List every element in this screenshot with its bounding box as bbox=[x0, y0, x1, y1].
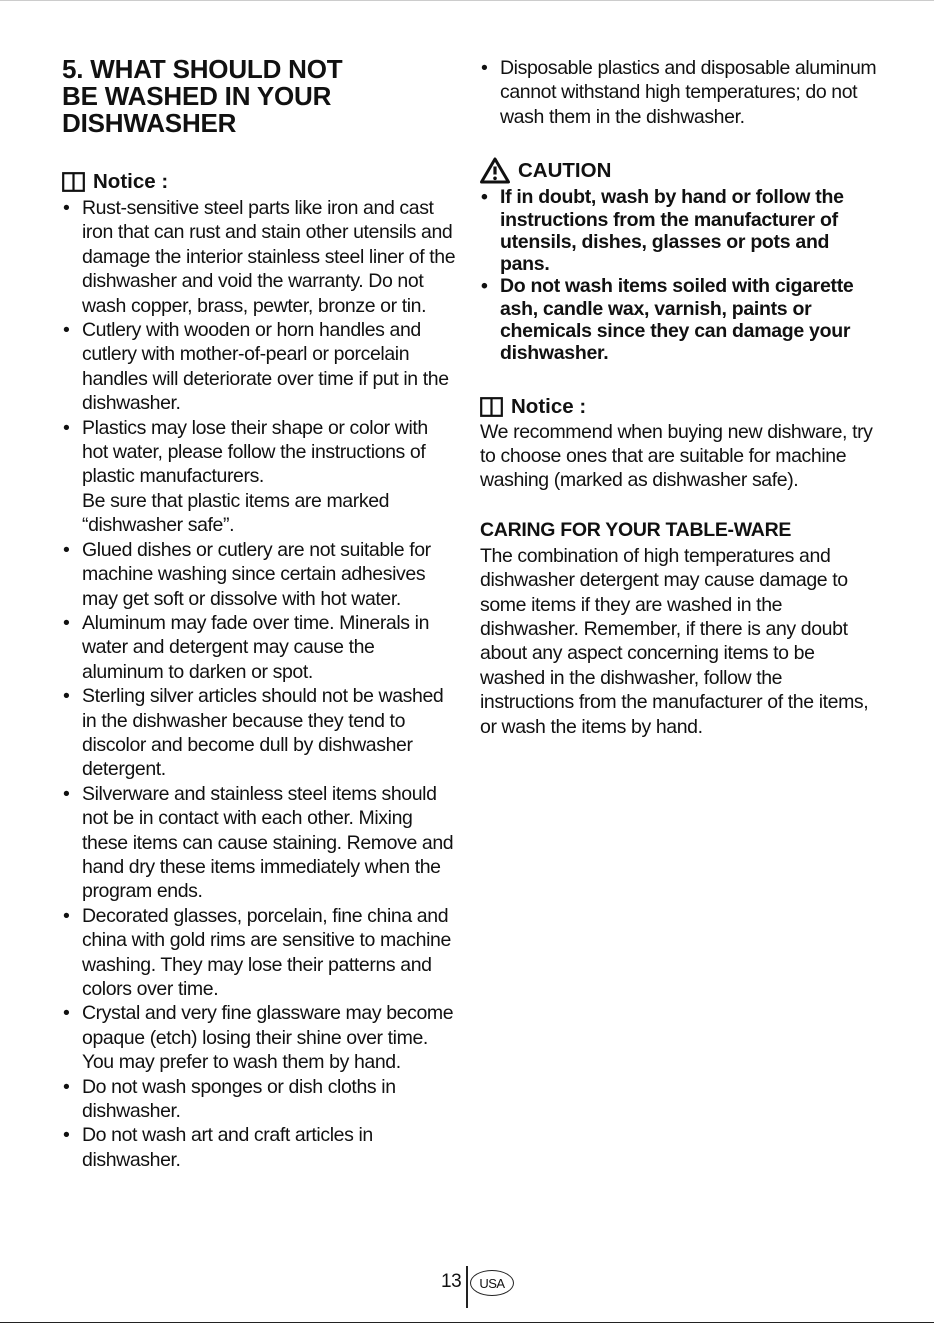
caring-title: CARING FOR YOUR TABLE-WARE bbox=[480, 518, 792, 541]
plastics-note: Be sure that plastic items are marked “dishwasher safe”. bbox=[82, 489, 390, 537]
caring-text: The combination of high temperatures and dishwasher detergent may cause damage to some items if they are washed in the dishwasher. Remember, if there is any doubt about any aspect concerning items to be washed in the dishwasher, follow the instructions from the manufacturer of the items, or wash the items by hand. bbox=[480, 544, 869, 738]
list-item: • If in doubt, wash by hand or follow the instructions from the manufacturer of utensils, dishes, glasses or pots and pans. bbox=[480, 186, 880, 275]
notice-heading-label: Notice : bbox=[511, 394, 587, 418]
page-top-border bbox=[0, 0, 934, 1]
book-icon bbox=[480, 397, 503, 417]
list-item: • Sterling silver articles should not be washed in the dishwasher because they tend to discolor and become dull by dishwasher detergent. bbox=[62, 684, 457, 782]
caution-heading bbox=[480, 157, 880, 184]
list-item: • Crystal and very fine glassware may become opaque (etch) losing their shine over time. You may prefer to wash them by hand. bbox=[62, 1001, 457, 1074]
book-icon bbox=[62, 172, 85, 192]
list-item: • Rust-sensitive steel parts like iron and cast iron that can rust and stain other utensils and damage the interior stainless steel liner of the dishwasher and void the warranty. Do not wash copper, brass, pewter, bronze or tin. bbox=[62, 196, 457, 318]
list-item: • Do not wash art and craft articles in dishwasher. bbox=[62, 1123, 457, 1172]
country-badge: USA bbox=[470, 1270, 514, 1296]
page-footer bbox=[0, 1266, 934, 1310]
list-item: • Cutlery with wooden or horn handles and cutlery with mother-of-pearl or porcelain handles will deteriorate over time if put in the dishwasher. bbox=[62, 318, 457, 416]
section-title: 5. WHAT SHOULD NOT BE WASHED IN YOUR DISHWASHER bbox=[62, 54, 343, 138]
footer-divider bbox=[466, 1266, 468, 1308]
list-item: • Silverware and stainless steel items should not be in contact with each other. Mixing these items can cause staining. Remove and hand dry these items immediately when the program ends. bbox=[62, 782, 457, 904]
list-item: • Disposable plastics and disposable aluminum cannot withstand high temperatures; do not wash them in the dishwasher. bbox=[480, 56, 880, 129]
notice-heading bbox=[480, 395, 880, 419]
list-item: • Do not wash sponges or dish cloths in dishwasher. bbox=[62, 1075, 457, 1124]
right-column bbox=[480, 56, 880, 739]
left-column bbox=[62, 56, 457, 1172]
disposables-list bbox=[480, 56, 880, 129]
list-item-text: • Plastics may lose their shape or color with hot water, please follow the instructions of plastic manufacturers. bbox=[82, 416, 428, 488]
list-item bbox=[62, 416, 457, 538]
notice-heading-label: Notice : bbox=[93, 170, 169, 193]
caution-heading-label: CAUTION bbox=[518, 158, 612, 182]
list-item: • Aluminum may fade over time. Minerals in water and detergent may cause the aluminum to darken or spot. bbox=[62, 611, 457, 684]
notice-list bbox=[62, 196, 457, 1172]
list-item: • Decorated glasses, porcelain, fine china and china with gold rims are sensitive to machine washing. They may lose their patterns and colors over time. bbox=[62, 904, 457, 1002]
page-number: 13 bbox=[441, 1271, 462, 1292]
warning-triangle-icon bbox=[480, 157, 510, 184]
notice-heading bbox=[62, 170, 457, 194]
notice-text: We recommend when buying new dishware, try to choose ones that are suitable for machine washing (marked as dishwasher safe). bbox=[480, 420, 873, 492]
list-item: • Glued dishes or cutlery are not suitable for machine washing since certain adhesives may get soft or dissolve with hot water. bbox=[62, 538, 457, 611]
list-item: • Do not wash items soiled with cigarette ash, candle wax, varnish, paints or chemicals since they can damage your dishwasher. bbox=[480, 275, 880, 364]
caution-list bbox=[480, 186, 880, 364]
